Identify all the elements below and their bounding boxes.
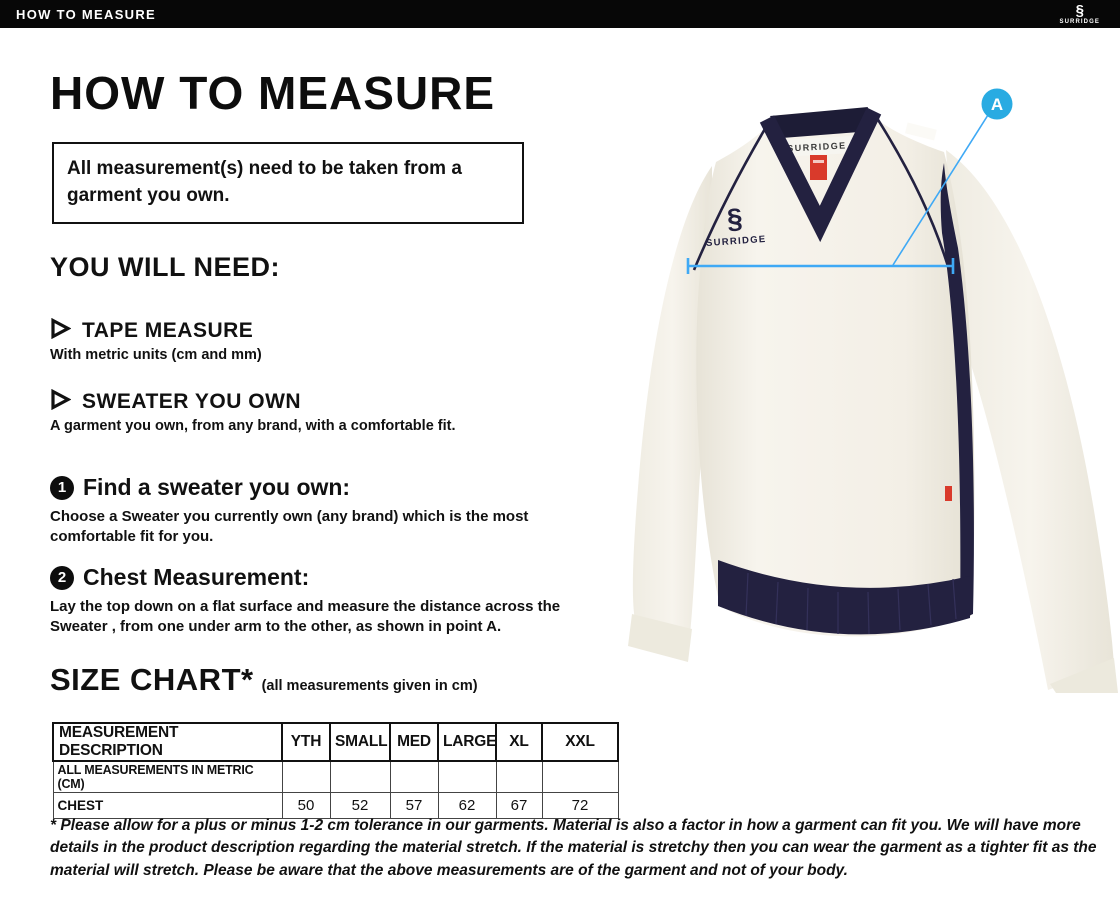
- column-header: MEASUREMENT DESCRIPTION: [53, 723, 282, 761]
- row-label: ALL MEASUREMENTS IN METRIC (CM): [53, 761, 282, 793]
- top-bar-title: HOW TO MEASURE: [16, 6, 157, 22]
- step-number-badge: 1: [50, 476, 74, 500]
- row-label: CHEST: [53, 793, 282, 819]
- surridge-logo-word: SURRIDGE: [1059, 19, 1100, 25]
- page-title: HOW TO MEASURE: [50, 67, 496, 119]
- step-description: Choose a Sweater you currently own (any brand) which is the most comfortable fit for you.: [50, 508, 529, 546]
- need-item-title: TAPE MEASURE: [82, 319, 254, 342]
- need-item-title: SWEATER YOU OWN: [82, 390, 302, 413]
- need-item-description: A garment you own, from any brand, with a comfortable fit.: [50, 418, 456, 434]
- column-header: MED: [390, 723, 438, 761]
- side-seam-red-tag: [945, 486, 952, 501]
- sweater-illustration: [628, 58, 1120, 693]
- top-bar: [0, 0, 1120, 28]
- sweater-product-image: [628, 58, 1120, 693]
- column-header: LARGE: [438, 723, 496, 761]
- table-cell: 72: [542, 793, 618, 819]
- size-chart-table: [52, 722, 619, 819]
- tolerance-footnote: * Please allow for a plus or minus 1-2 cm tolerance in our garments. Material is also a factor in how a garment can fit you. We will have more details in the product description regarding the material stretch. If the material is stretchy then you can wear the garment as a tighter fit as the material will stretch. Please be aware that the above measurements are of the garment and not of your body.: [50, 817, 1097, 879]
- step-find-sweater: [50, 474, 598, 548]
- step-title: Find a sweater you own:: [83, 474, 351, 500]
- step-number-badge: 2: [50, 566, 74, 590]
- triangle-right-icon: [50, 389, 71, 415]
- column-header: SMALL: [330, 723, 390, 761]
- table-cell: [496, 761, 542, 793]
- table-cell: 57: [390, 793, 438, 819]
- chest-logo-mark: §: [725, 202, 744, 235]
- collar-tape-text: SURRIDGE: [786, 140, 847, 154]
- collar-red-label: [810, 155, 827, 180]
- table-cell: 52: [330, 793, 390, 819]
- table-cell: [542, 761, 618, 793]
- need-item-description: With metric units (cm and mm): [50, 347, 262, 363]
- column-header: YTH: [282, 723, 330, 761]
- table-cell: [438, 761, 496, 793]
- table-cell: 50: [282, 793, 330, 819]
- you-will-need-heading: YOU WILL NEED:: [50, 252, 281, 282]
- need-item-tape-measure: [50, 318, 262, 363]
- measurement-notice: All measurement(s) need to be taken from a garment you own.: [52, 142, 524, 224]
- size-chart-heading-row: [50, 662, 478, 698]
- table-cell: [282, 761, 330, 793]
- column-header: XXL: [542, 723, 618, 761]
- triangle-right-icon: [50, 318, 71, 344]
- chest-logo-text: SURRIDGE: [705, 233, 767, 250]
- table-header-row: [53, 723, 618, 761]
- table-cell: 62: [438, 793, 496, 819]
- point-a-label: A: [990, 95, 1004, 114]
- step-description: Lay the top down on a flat surface and measure the distance across the Sweater , from one under arm to the other, as shown in point A.: [50, 598, 561, 636]
- step-title: Chest Measurement:: [83, 564, 310, 590]
- collar-red-label-line: [813, 160, 824, 163]
- surridge-logo-icon: [1060, 3, 1100, 25]
- need-item-sweater: [50, 389, 456, 434]
- table-cell: [390, 761, 438, 793]
- table-row: [53, 761, 618, 793]
- column-header: XL: [496, 723, 542, 761]
- table-cell: [330, 761, 390, 793]
- size-chart-heading: SIZE CHART*: [50, 662, 254, 697]
- shoulder-tape: [905, 123, 937, 141]
- point-a-marker: [982, 89, 1013, 120]
- table-cell: 67: [496, 793, 542, 819]
- step-chest-measurement: [50, 564, 598, 638]
- surridge-logo-mark: §: [1075, 2, 1084, 19]
- size-chart-subheading: (all measurements given in cm): [261, 678, 478, 694]
